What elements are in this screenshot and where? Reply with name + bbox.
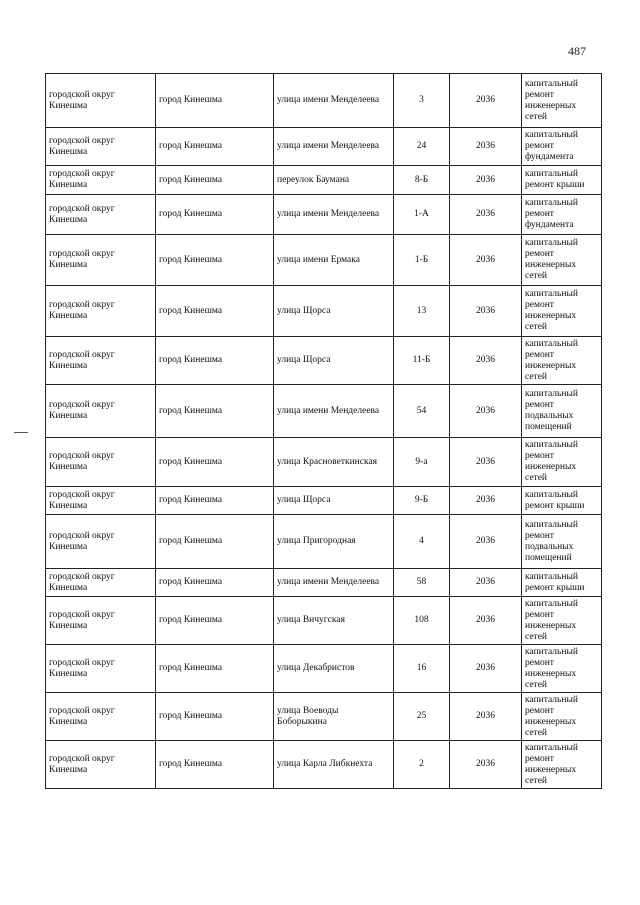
table-row	[46, 438, 602, 487]
work-type-cell: капитальный ремонт фундамента	[522, 128, 602, 166]
street-cell: улица Щорса	[274, 487, 394, 515]
page-number: 487	[568, 44, 586, 58]
year-cell: 2036	[450, 741, 522, 789]
district-cell: городской округ Кинешма	[46, 438, 156, 487]
street-cell: улица имени Менделеева	[274, 385, 394, 438]
repair-schedule-table	[45, 73, 602, 789]
table-row	[46, 515, 602, 569]
house-cell: 9-Б	[394, 487, 450, 515]
street-cell: переулок Баумана	[274, 166, 394, 195]
year-cell: 2036	[450, 166, 522, 195]
work-type-cell: капитальный ремонт инженерных сетей	[522, 286, 602, 337]
margin-mark	[14, 432, 28, 433]
year-cell: 2036	[450, 337, 522, 385]
house-cell: 9-а	[394, 438, 450, 487]
year-cell: 2036	[450, 128, 522, 166]
house-cell: 24	[394, 128, 450, 166]
work-type-cell: капитальный ремонт инженерных сетей	[522, 438, 602, 487]
district-cell: городской округ Кинешма	[46, 235, 156, 286]
district-cell: городской округ Кинешма	[46, 693, 156, 741]
work-type-cell: капитальный ремонт подвальных помещений	[522, 515, 602, 569]
street-cell: улица имени Менделеева	[274, 128, 394, 166]
house-cell: 8-Б	[394, 166, 450, 195]
table-row	[46, 569, 602, 597]
house-cell: 108	[394, 597, 450, 645]
city-cell: город Кинешма	[156, 515, 274, 569]
street-cell: улица Декабристов	[274, 645, 394, 693]
house-cell: 4	[394, 515, 450, 569]
house-cell: 2	[394, 741, 450, 789]
house-cell: 25	[394, 693, 450, 741]
city-cell: город Кинешма	[156, 286, 274, 337]
year-cell: 2036	[450, 693, 522, 741]
street-cell: улица имени Менделеева	[274, 569, 394, 597]
year-cell: 2036	[450, 74, 522, 128]
house-cell: 1-Б	[394, 235, 450, 286]
district-cell: городской округ Кинешма	[46, 569, 156, 597]
year-cell: 2036	[450, 385, 522, 438]
district-cell: городской округ Кинешма	[46, 74, 156, 128]
table-row	[46, 741, 602, 789]
year-cell: 2036	[450, 515, 522, 569]
street-cell: улица имени Ермака	[274, 235, 394, 286]
year-cell: 2036	[450, 438, 522, 487]
house-cell: 13	[394, 286, 450, 337]
street-cell: улица Пригородная	[274, 515, 394, 569]
work-type-cell: капитальный ремонт инженерных сетей	[522, 235, 602, 286]
work-type-cell: капитальный ремонт инженерных сетей	[522, 337, 602, 385]
table-row	[46, 337, 602, 385]
street-cell: улица Воеводы Боборыкина	[274, 693, 394, 741]
table-row	[46, 195, 602, 235]
city-cell: город Кинешма	[156, 195, 274, 235]
city-cell: город Кинешма	[156, 569, 274, 597]
street-cell: улица имени Менделеева	[274, 74, 394, 128]
work-type-cell: капитальный ремонт инженерных сетей	[522, 597, 602, 645]
year-cell: 2036	[450, 569, 522, 597]
work-type-cell: капитальный ремонт инженерных сетей	[522, 74, 602, 128]
house-cell: 3	[394, 74, 450, 128]
city-cell: город Кинешма	[156, 741, 274, 789]
table-row	[46, 597, 602, 645]
district-cell: городской округ Кинешма	[46, 645, 156, 693]
district-cell: городской округ Кинешма	[46, 286, 156, 337]
work-type-cell: капитальный ремонт крыши	[522, 166, 602, 195]
city-cell: город Кинешма	[156, 438, 274, 487]
table-row	[46, 74, 602, 128]
street-cell: улица Щорса	[274, 337, 394, 385]
table-row	[46, 128, 602, 166]
table-row	[46, 286, 602, 337]
work-type-cell: капитальный ремонт крыши	[522, 569, 602, 597]
city-cell: город Кинешма	[156, 337, 274, 385]
house-cell: 58	[394, 569, 450, 597]
city-cell: город Кинешма	[156, 487, 274, 515]
year-cell: 2036	[450, 597, 522, 645]
district-cell: городской округ Кинешма	[46, 515, 156, 569]
district-cell: городской округ Кинешма	[46, 166, 156, 195]
year-cell: 2036	[450, 235, 522, 286]
table-row	[46, 385, 602, 438]
table-row	[46, 166, 602, 195]
city-cell: город Кинешма	[156, 235, 274, 286]
house-cell: 1-А	[394, 195, 450, 235]
district-cell: городской округ Кинешма	[46, 128, 156, 166]
work-type-cell: капитальный ремонт фундамента	[522, 195, 602, 235]
district-cell: городской округ Кинешма	[46, 195, 156, 235]
house-cell: 11-Б	[394, 337, 450, 385]
district-cell: городской округ Кинешма	[46, 385, 156, 438]
city-cell: город Кинешма	[156, 166, 274, 195]
district-cell: городской округ Кинешма	[46, 487, 156, 515]
city-cell: город Кинешма	[156, 645, 274, 693]
table-row	[46, 693, 602, 741]
work-type-cell: капитальный ремонт крыши	[522, 487, 602, 515]
table-row	[46, 235, 602, 286]
year-cell: 2036	[450, 286, 522, 337]
year-cell: 2036	[450, 645, 522, 693]
city-cell: город Кинешма	[156, 128, 274, 166]
district-cell: городской округ Кинешма	[46, 741, 156, 789]
work-type-cell: капитальный ремонт инженерных сетей	[522, 693, 602, 741]
city-cell: город Кинешма	[156, 693, 274, 741]
year-cell: 2036	[450, 195, 522, 235]
street-cell: улица имени Менделеева	[274, 195, 394, 235]
work-type-cell: капитальный ремонт инженерных сетей	[522, 741, 602, 789]
district-cell: городской округ Кинешма	[46, 337, 156, 385]
street-cell: улица Карла Либкнехта	[274, 741, 394, 789]
city-cell: город Кинешма	[156, 385, 274, 438]
street-cell: улица Красноветкинская	[274, 438, 394, 487]
work-type-cell: капитальный ремонт инженерных сетей	[522, 645, 602, 693]
table-row	[46, 487, 602, 515]
year-cell: 2036	[450, 487, 522, 515]
house-cell: 54	[394, 385, 450, 438]
street-cell: улица Щорса	[274, 286, 394, 337]
city-cell: город Кинешма	[156, 597, 274, 645]
city-cell: город Кинешма	[156, 74, 274, 128]
district-cell: городской округ Кинешма	[46, 597, 156, 645]
work-type-cell: капитальный ремонт подвальных помещений	[522, 385, 602, 438]
street-cell: улица Вичугская	[274, 597, 394, 645]
house-cell: 16	[394, 645, 450, 693]
table-row	[46, 645, 602, 693]
